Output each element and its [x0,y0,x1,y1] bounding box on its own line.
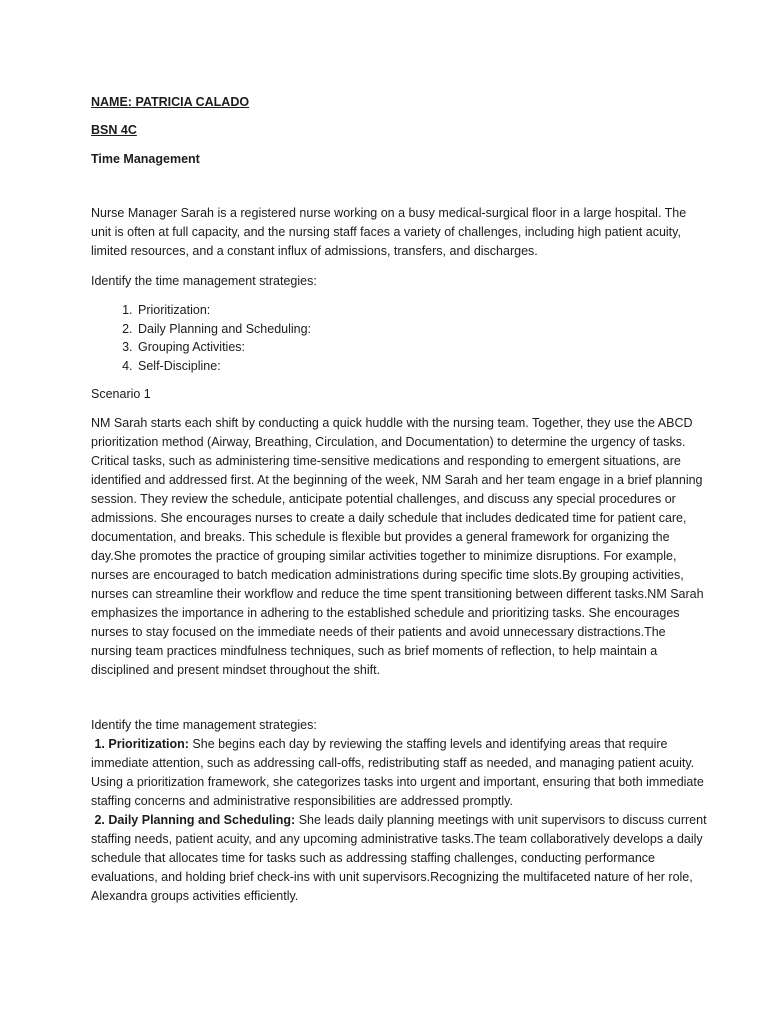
student-section: BSN 4C [91,123,137,137]
answer-daily-planning [91,811,708,906]
strategy-item: 2. Daily Planning and Scheduling: [136,320,708,339]
strategy-list [91,301,708,375]
strategy-item: 4. Self-Discipline: [136,357,708,376]
strategy-item: 3. Grouping Activities: [136,338,708,357]
question-1: Identify the time management strategies: [91,274,317,288]
answer-text: She begins each day by reviewing the staffing levels and identifying areas that require immediate attention, such as addressing call-offs, redistributing staff as needed, and managing patient acuity. Using a prioritization framework, she categorizes tasks into urgent and important, ensuring that both immediate staffing concerns and administrative responsibilities are addressed promptly. [91,737,704,808]
answer-label: 1. Prioritization: [94,737,189,751]
student-name: NAME: PATRICIA CALADO [91,95,250,109]
answer-label: 2. Daily Planning and Scheduling: [94,813,296,827]
question-2: Identify the time management strategies: [91,718,317,732]
answer-text: She leads daily planning meetings with unit supervisors to discuss current staffing needs, patient acuity, and any upcoming administrative tasks.The team collaboratively develops a daily schedule that allocates time for tasks such as addressing staffing challenges, conducting performance evaluations, and holding brief check-ins with unit supervisors.Recognizing the multifaceted nature of her role, Alexandra groups activities efficiently. [91,813,707,903]
intro-paragraph: Nurse Manager Sarah is a registered nurse working on a busy medical-surgical floor in a large hospital. The unit is often at full capacity, and the nursing staff faces a variety of challenges, including high patient acuity, limited resources, and a constant influx of admissions, transfers, and discharges. [91,206,687,258]
strategy-item: 1. Prioritization: [136,301,708,320]
scenario-paragraph: NM Sarah starts each shift by conducting a quick huddle with the nursing team. Together, they use the ABCD prioritization method (Airway, Breathing, Circulation, and Documentation) to determine the urgency of tasks. Critical tasks, such as administering time-sensitive medications and responding to emergent situations, are identified and addressed first. At the beginning of the week, NM Sarah and her team engage in a brief planning session. They review the schedule, anticipate potential challenges, and discuss any special procedures or admissions. She encourages nurses to create a daily schedule that includes dedicated time for patient care, documentation, and breaks. This schedule is flexible but provides a general framework for organizing the day.She promotes the practice of grouping similar activities together to minimize disruptions. For example, nurses are encouraged to batch medication administrations during specific time slots.By grouping activities, nurses can streamline their workflow and reduce the time spent transitioning between different tasks.NM Sarah emphasizes the importance in adhering to the established schedule and prioritizing tasks. She encourages nurses to stay focused on the immediate needs of their patients and avoid unnecessary distractions.The nursing team practices mindfulness techniques, such as brief moments of reflection, to help maintain a disciplined and present mindset throughout the shift. [91,416,704,677]
document-title: Time Management [91,152,200,166]
scenario-label: Scenario 1 [91,387,151,401]
answer-prioritization [91,735,708,811]
